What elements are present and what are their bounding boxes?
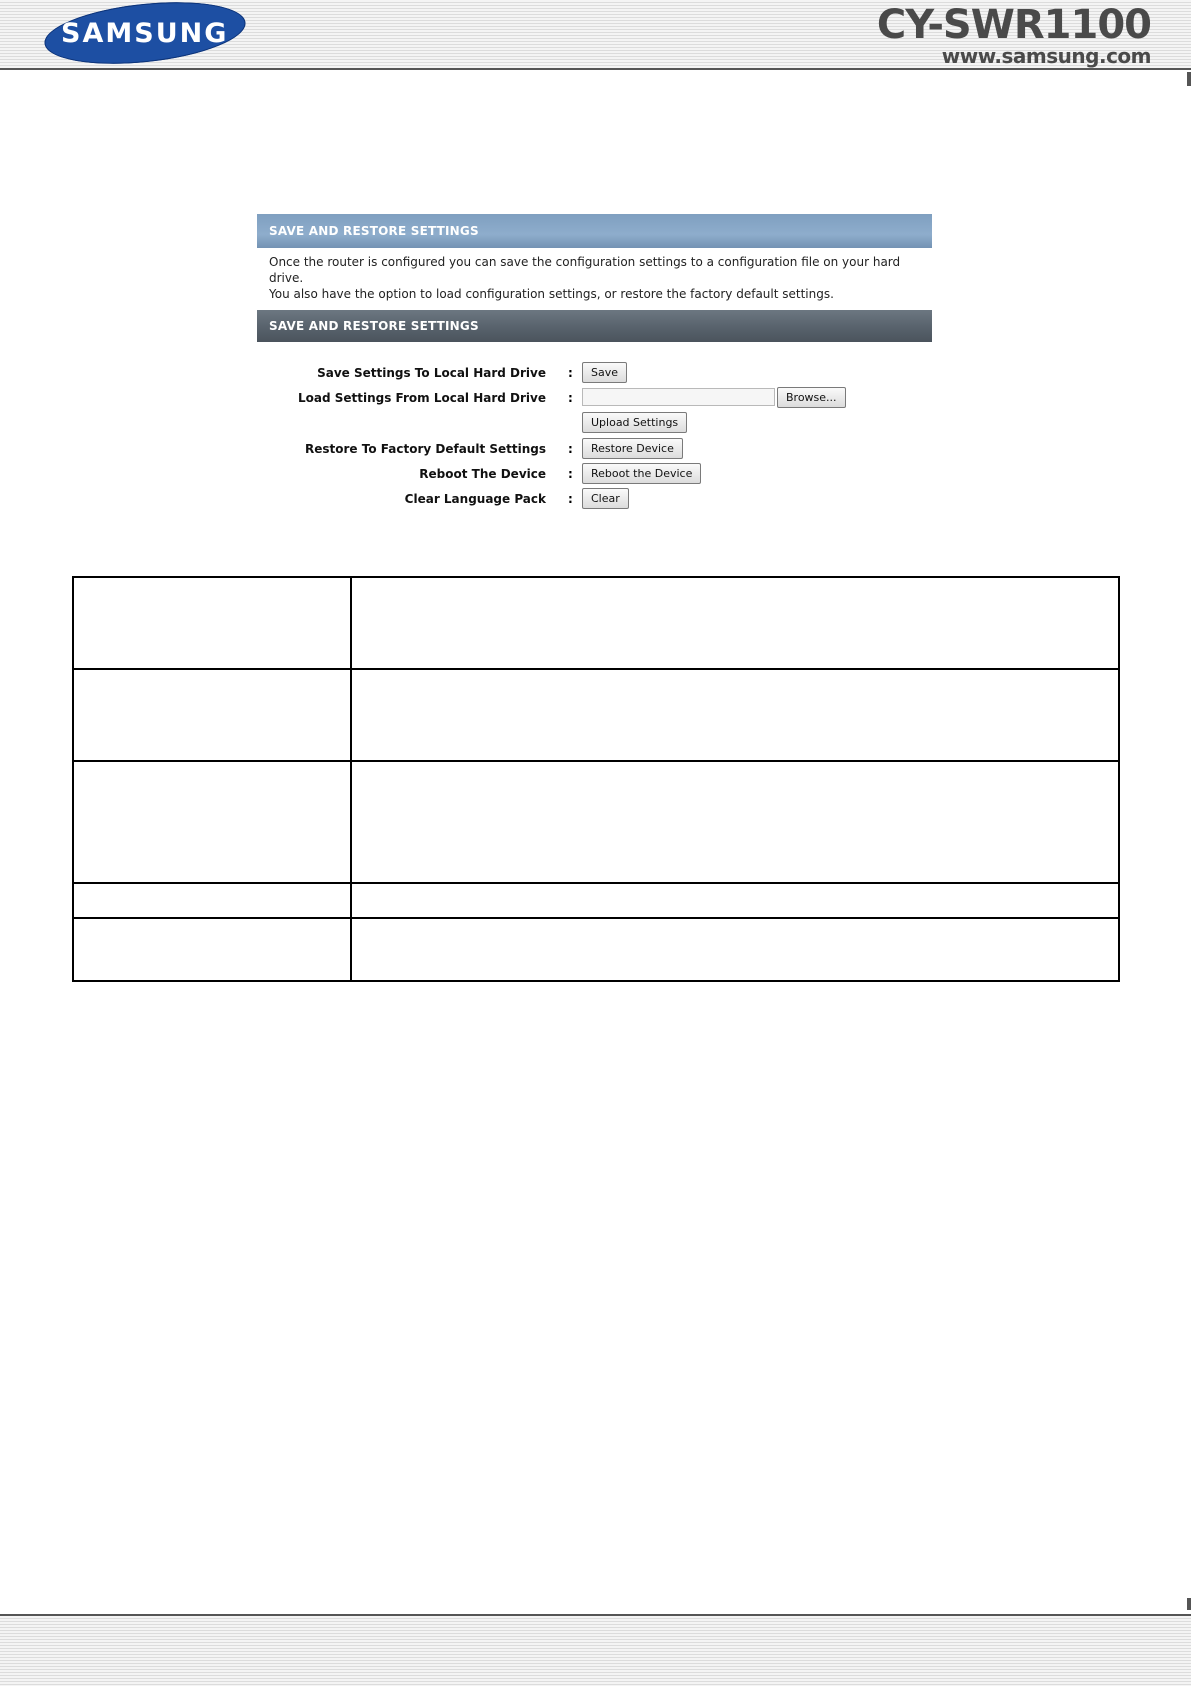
description-cell (351, 883, 1119, 918)
term-cell (73, 761, 351, 883)
settings-form (257, 342, 932, 542)
page-header (0, 0, 1191, 70)
section-title-bar: SAVE AND RESTORE SETTINGS (257, 214, 932, 248)
term-cell (73, 883, 351, 918)
page-edge-mark (1187, 1598, 1191, 1610)
samsung-logo (42, 0, 249, 72)
intro-text (257, 248, 932, 301)
upload-settings-row (257, 412, 932, 436)
description-cell (351, 761, 1119, 883)
page-footer (0, 1614, 1191, 1686)
term-cell (73, 669, 351, 761)
table-row (73, 883, 1119, 918)
logo-text: SAMSUNG (61, 17, 229, 49)
term-cell (73, 577, 351, 669)
intro-line-1: Once the router is configured you can save the configuration settings to a configuration file on your hard drive. (269, 255, 901, 285)
settings-title-bar: SAVE AND RESTORE SETTINGS (257, 310, 932, 342)
reboot-device-label: Reboot The Device (419, 467, 546, 481)
intro-line-2: You also have the option to load configuration settings, or restore the factory default settings. (269, 287, 834, 301)
term-cell (73, 918, 351, 981)
model-name: CY-SWR1100 (876, 2, 1151, 48)
reboot-device-row (257, 463, 932, 487)
save-restore-panel (257, 214, 932, 509)
reboot-device-button[interactable]: Reboot the Device (582, 463, 701, 484)
clear-language-row (257, 488, 932, 512)
table-row (73, 577, 1119, 669)
load-settings-row (257, 387, 932, 411)
page-edge-mark (1187, 72, 1191, 86)
colon: : (568, 391, 573, 405)
load-settings-label: Load Settings From Local Hard Drive (297, 391, 546, 405)
table-row (73, 918, 1119, 981)
save-settings-label: Save Settings To Local Hard Drive (317, 366, 546, 380)
table-row (73, 761, 1119, 883)
restore-default-label: Restore To Factory Default Settings (305, 442, 546, 456)
restore-device-button[interactable]: Restore Device (582, 438, 683, 459)
colon: : (568, 366, 573, 380)
save-settings-row (257, 362, 932, 386)
model-block (877, 4, 1151, 66)
clear-language-label: Clear Language Pack (404, 492, 546, 506)
save-button[interactable]: Save (582, 362, 627, 383)
description-cell (351, 577, 1119, 669)
table-row (73, 669, 1119, 761)
website-url: www.samsung.com (941, 44, 1151, 68)
restore-device-row (257, 438, 932, 462)
file-path-input[interactable] (582, 388, 775, 406)
browse-button[interactable]: Browse... (777, 387, 846, 408)
description-cell (351, 669, 1119, 761)
colon: : (568, 467, 573, 481)
description-cell (351, 918, 1119, 981)
upload-settings-button[interactable]: Upload Settings (582, 412, 687, 433)
colon: : (568, 492, 573, 506)
colon: : (568, 442, 573, 456)
clear-button[interactable]: Clear (582, 488, 629, 509)
description-table (72, 576, 1120, 982)
